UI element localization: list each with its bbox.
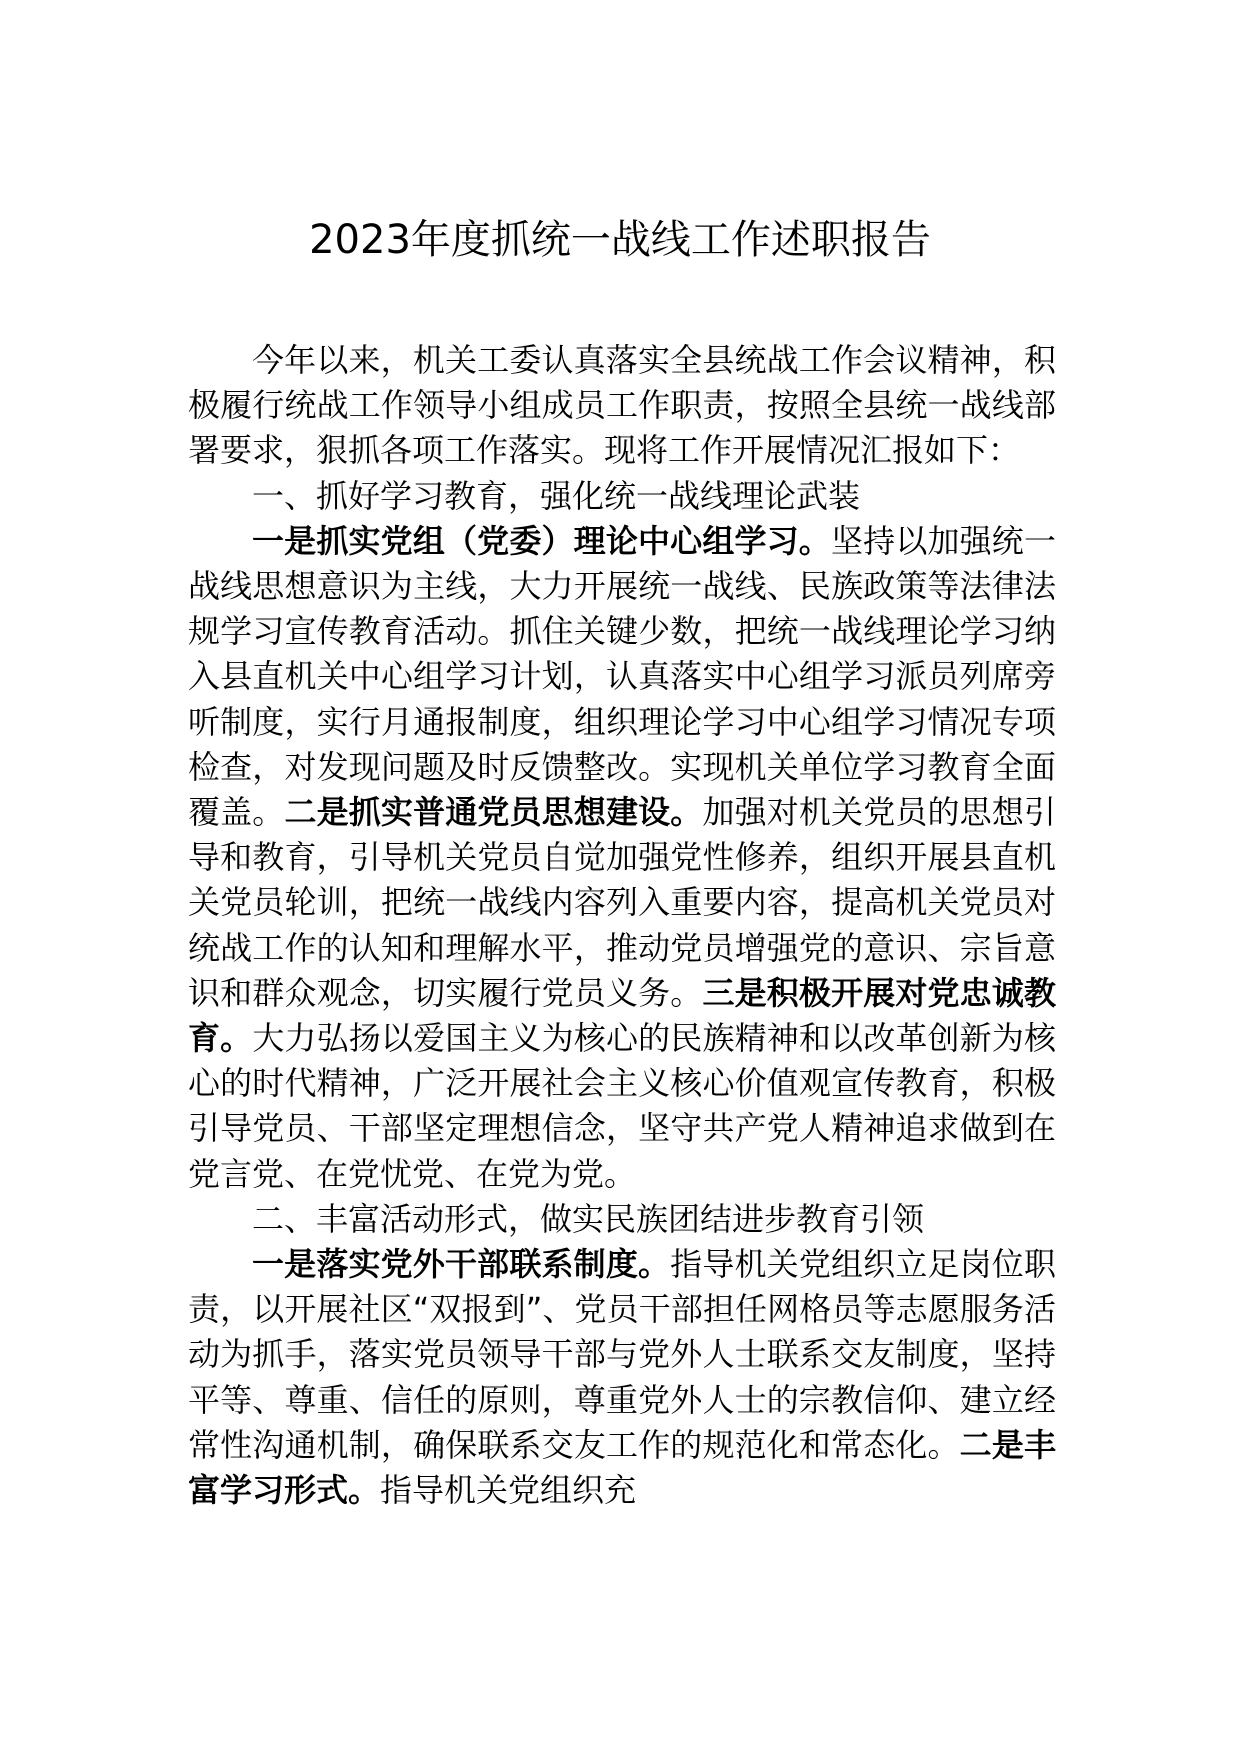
section-1-point-3-text: 大力弘扬以爱国主义为核心的民族精神和以改革创新为核心的时代精神，广泛开展社会主义核心价值观宣传教育，积极引导党员、干部坚定理想信念，坚守共产党人精神追求做到在党言党、在党忧党、在党为党。 bbox=[188, 1019, 1056, 1193]
section-heading-1: 一、抓好学习教育，强化统一战线理论武装 bbox=[252, 476, 861, 515]
section-2-paragraph bbox=[188, 1242, 1056, 1513]
section-2-point-1-title: 一是落实党外干部联系制度。 bbox=[252, 1245, 671, 1284]
section-1-point-1-title: 一是抓实党组（党委）理论中心组学习。 bbox=[252, 521, 831, 560]
section-1-paragraph bbox=[188, 519, 1056, 1197]
section-heading-2: 二、丰富活动形式，做实民族团结进步教育引领 bbox=[252, 1199, 925, 1238]
section-1-point-1-text: 坚持以加强统一战线思想意识为主线，大力开展统一战线、民族政策等法律法规学习宣传教育活动。抓住关键少数，把统一战线理论学习纳入县直机关中心组学习计划，认真落实中心组学习派员列席旁听制度，实行月通报制度，组织理论学习中心组学习情况专项检查，对发现问题及时反馈整改。实现机关单位学习教育全面覆盖。 bbox=[188, 521, 1056, 832]
section-2-point-2-text: 指导机关党组织充 bbox=[380, 1471, 637, 1510]
intro-paragraph: 今年以来，机关工委认真落实全县统战工作会议精神，积极履行统战工作领导小组成员工作职责，按照全县统一战线部署要求，狠抓各项工作落实。现将工作开展情况汇报如下： bbox=[188, 341, 1056, 470]
section-2-point-1-text: 指导机关党组织立足岗位职责，以开展社区“双报到”、党员干部担任网格员等志愿服务活动为抓手，落实党员领导干部与党外人士联系交友制度，坚持平等、尊重、信任的原则，尊重党外人士的宗教信仰、建立经常性沟通机制，确保联系交友工作的规范化和常态化。 bbox=[188, 1245, 1056, 1464]
section-1-point-2-title: 二是抓实普通党员思想建设。 bbox=[284, 793, 703, 832]
document-body bbox=[188, 338, 1056, 1513]
section-1-point-2-text: 加强对机关党员的思想引导和教育，引导机关党员自觉加强党性修养，组织开展县直机关党员轮训，把统一战线内容列入重要内容，提高机关党员对统战工作的认知和理解水平，推动党员增强党的意识、宗旨意识和群众观念，切实履行党员义务。 bbox=[188, 793, 1056, 1012]
section-1-point-3-title: 三是积极开展对党忠诚教育。 bbox=[188, 973, 1056, 1058]
section-2-point-2-title: 二是丰富学习形式。 bbox=[188, 1425, 1056, 1510]
document-title: 2023年度抓统一战线工作述职报告 bbox=[309, 217, 931, 263]
